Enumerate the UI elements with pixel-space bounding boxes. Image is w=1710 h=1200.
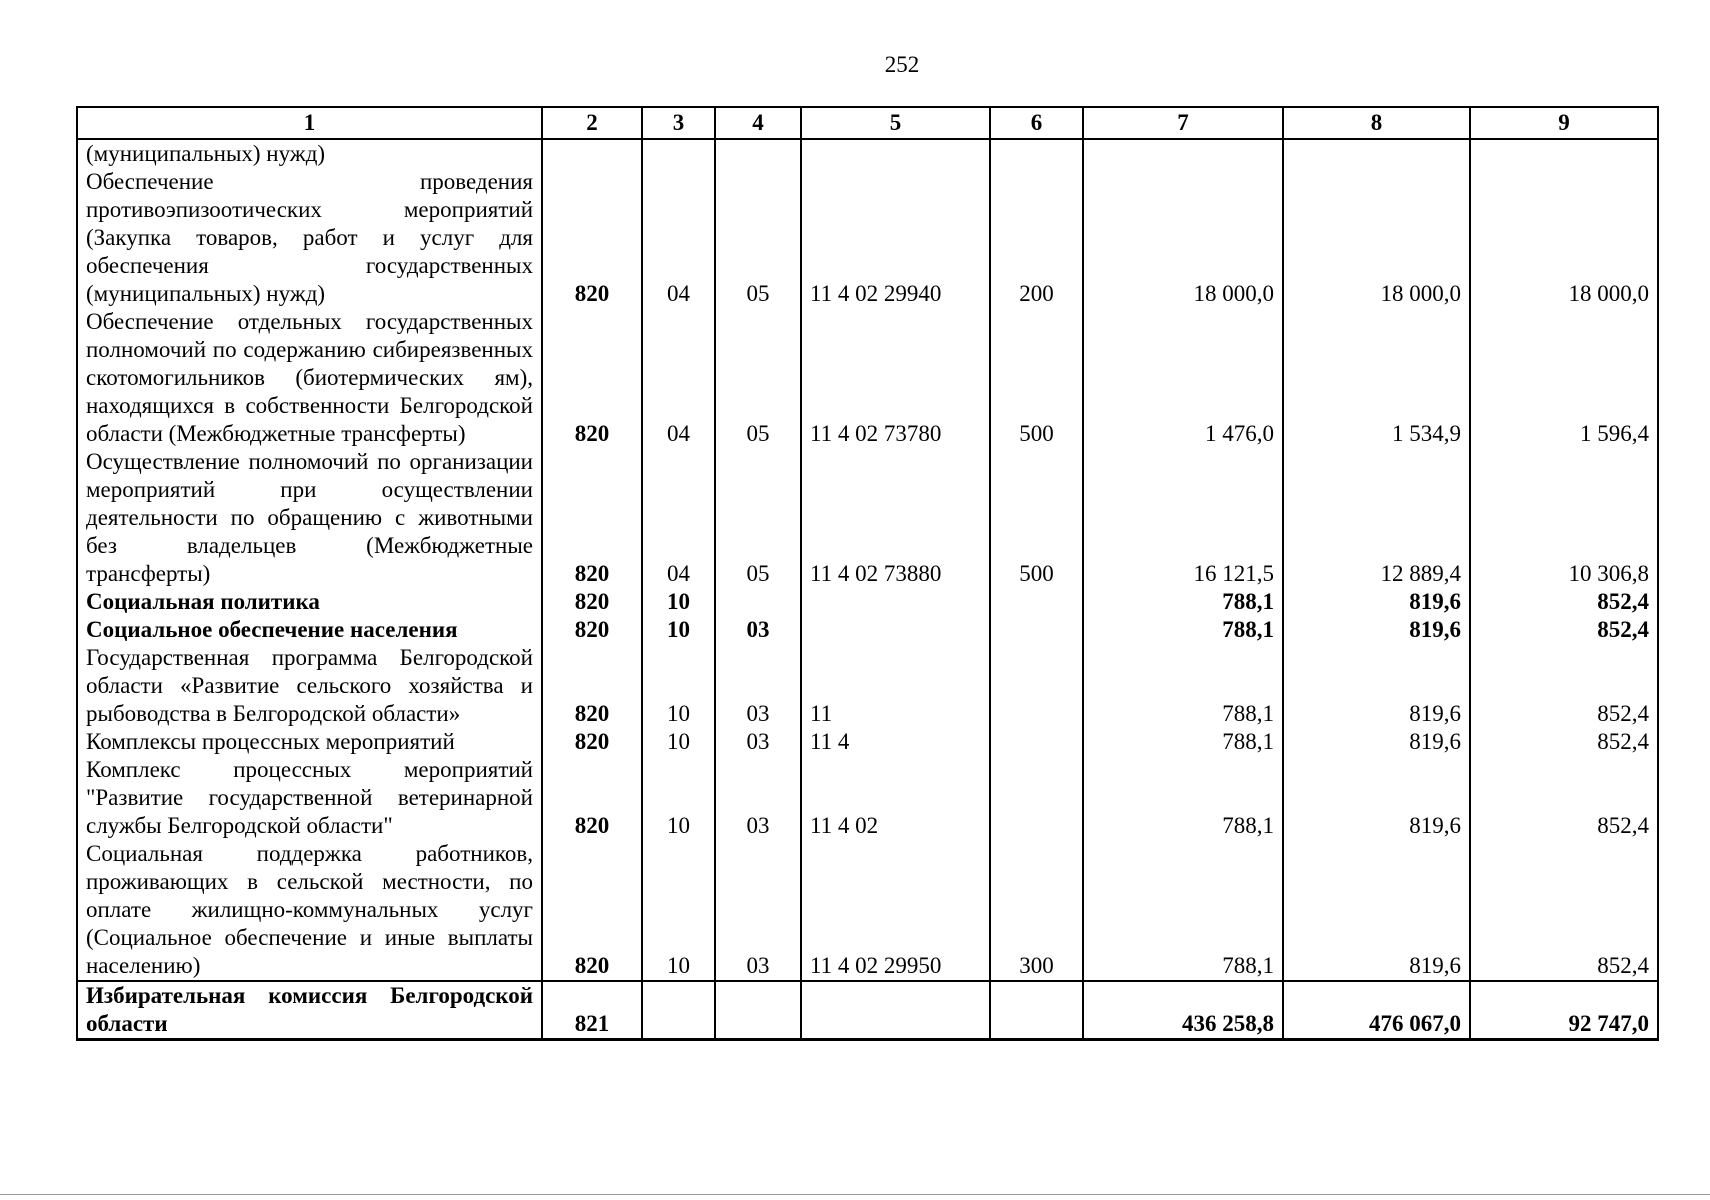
- row-subsection-cell: 05: [715, 168, 801, 308]
- row-amount-year2-cell: 819,6: [1283, 756, 1470, 840]
- column-header-6: 6: [990, 107, 1083, 139]
- row-admin-code-cell: 820: [542, 308, 642, 448]
- column-header-5: 5: [801, 107, 990, 139]
- row-subsection-cell: 05: [715, 308, 801, 448]
- table-row: [77, 981, 1658, 1040]
- row-section-cell: 10: [642, 728, 715, 756]
- row-admin-code-cell: 820: [542, 448, 642, 588]
- row-target-article-cell: 11 4 02 29940: [801, 168, 990, 308]
- row-target-article-cell: [801, 588, 990, 616]
- table-row: [77, 840, 1658, 981]
- page-number: 252: [884, 52, 920, 77]
- row-expense-type-cell: [990, 756, 1083, 840]
- column-header-3: 3: [642, 107, 715, 139]
- row-section-cell: [642, 981, 715, 1040]
- row-amount-year2-cell: 1 534,9: [1283, 308, 1470, 448]
- row-target-article-cell: 11 4 02: [801, 756, 990, 840]
- row-expense-type-cell: 200: [990, 168, 1083, 308]
- table-row: [77, 616, 1658, 644]
- row-name-cell: Осуществление полномочий по организации мероприятий при осуществлении деятельности по обращению с животными без владельцев (Межбюджетные трансферты): [77, 448, 542, 588]
- row-name-cell: Социальное обеспечение населения: [77, 616, 542, 644]
- table-row: [77, 756, 1658, 840]
- row-section-cell: 10: [642, 644, 715, 728]
- row-subsection-cell: 03: [715, 644, 801, 728]
- budget-table: [76, 106, 1659, 1041]
- row-section-cell: 10: [642, 840, 715, 981]
- row-expense-type-cell: [990, 616, 1083, 644]
- row-amount-year1-cell: 1 476,0: [1083, 308, 1283, 448]
- table-row: [77, 448, 1658, 588]
- row-amount-year3-cell: 18 000,0: [1470, 168, 1658, 308]
- row-subsection-cell: [715, 139, 801, 168]
- row-amount-year3-cell: 852,4: [1470, 756, 1658, 840]
- row-admin-code-cell: 820: [542, 588, 642, 616]
- row-expense-type-cell: 500: [990, 308, 1083, 448]
- table-row: [77, 728, 1658, 756]
- row-amount-year1-cell: [1083, 139, 1283, 168]
- row-amount-year1-cell: 788,1: [1083, 840, 1283, 981]
- row-amount-year3-cell: 10 306,8: [1470, 448, 1658, 588]
- row-target-article-cell: 11 4 02 29950: [801, 840, 990, 981]
- row-amount-year1-cell: 788,1: [1083, 728, 1283, 756]
- row-subsection-cell: 03: [715, 840, 801, 981]
- row-target-article-cell: 11 4: [801, 728, 990, 756]
- row-admin-code-cell: 820: [542, 644, 642, 728]
- row-target-article-cell: [801, 139, 990, 168]
- row-name-cell: Государственная программа Белгородской области «Развитие сельского хозяйства и рыбоводства в Белгородской области»: [77, 644, 542, 728]
- table-row: [77, 139, 1658, 168]
- table-row: [77, 588, 1658, 616]
- row-section-cell: 04: [642, 448, 715, 588]
- column-header-9: 9: [1470, 107, 1658, 139]
- row-target-article-cell: [801, 616, 990, 644]
- row-amount-year2-cell: [1283, 139, 1470, 168]
- row-section-cell: 10: [642, 588, 715, 616]
- row-amount-year2-cell: 18 000,0: [1283, 168, 1470, 308]
- row-target-article-cell: [801, 981, 990, 1040]
- row-amount-year1-cell: 788,1: [1083, 588, 1283, 616]
- row-amount-year3-cell: 852,4: [1470, 616, 1658, 644]
- row-admin-code-cell: 820: [542, 756, 642, 840]
- row-name-cell: Комплекс процессных мероприятий "Развитие государственной ветеринарной службы Белгородской области": [77, 756, 542, 840]
- row-name-cell: Обеспечение проведения противоэпизоотических мероприятий (Закупка товаров, работ и услуг для обеспечения государственных (муниципальных) нужд): [77, 168, 542, 308]
- row-name-cell: (муниципальных) нужд): [77, 139, 542, 168]
- row-name-cell: Комплексы процессных мероприятий: [77, 728, 542, 756]
- row-expense-type-cell: [990, 644, 1083, 728]
- row-amount-year1-cell: 788,1: [1083, 644, 1283, 728]
- row-name-cell: Обеспечение отдельных государственных полномочий по содержанию сибиреязвенных скотомогильников (биотермических ям), находящихся в собственности Белгородской области (Межбюджетные трансферты): [77, 308, 542, 448]
- row-expense-type-cell: 300: [990, 840, 1083, 981]
- row-expense-type-cell: 500: [990, 448, 1083, 588]
- row-amount-year3-cell: 1 596,4: [1470, 308, 1658, 448]
- row-amount-year2-cell: 819,6: [1283, 840, 1470, 981]
- scan-artifact-line: [0, 1194, 1710, 1195]
- column-header-4: 4: [715, 107, 801, 139]
- row-amount-year1-cell: 436 258,8: [1083, 981, 1283, 1040]
- row-admin-code-cell: 820: [542, 616, 642, 644]
- row-admin-code-cell: 820: [542, 728, 642, 756]
- row-amount-year2-cell: 819,6: [1283, 728, 1470, 756]
- row-admin-code-cell: 820: [542, 840, 642, 981]
- row-section-cell: 04: [642, 168, 715, 308]
- row-amount-year3-cell: 852,4: [1470, 840, 1658, 981]
- row-name-cell: Социальная политика: [77, 588, 542, 616]
- row-expense-type-cell: [990, 981, 1083, 1040]
- row-name-cell: Избирательная комиссия Белгородской области: [77, 981, 542, 1040]
- table-row: [77, 644, 1658, 728]
- column-header-1: 1: [77, 107, 542, 139]
- column-header-7: 7: [1083, 107, 1283, 139]
- table-row: [77, 168, 1658, 308]
- row-subsection-cell: 05: [715, 448, 801, 588]
- row-section-cell: [642, 139, 715, 168]
- row-amount-year2-cell: 476 067,0: [1283, 981, 1470, 1040]
- row-amount-year2-cell: 12 889,4: [1283, 448, 1470, 588]
- row-amount-year1-cell: 788,1: [1083, 756, 1283, 840]
- column-header-8: 8: [1283, 107, 1470, 139]
- row-admin-code-cell: [542, 139, 642, 168]
- row-amount-year3-cell: 852,4: [1470, 644, 1658, 728]
- row-admin-code-cell: 820: [542, 168, 642, 308]
- row-subsection-cell: 03: [715, 756, 801, 840]
- row-name-cell: Социальная поддержка работников, проживающих в сельской местности, по оплате жилищно-коммунальных услуг (Социальное обеспечение и иные выплаты населению): [77, 840, 542, 981]
- row-amount-year3-cell: [1470, 139, 1658, 168]
- row-amount-year3-cell: 852,4: [1470, 728, 1658, 756]
- row-amount-year2-cell: 819,6: [1283, 616, 1470, 644]
- row-amount-year1-cell: 788,1: [1083, 616, 1283, 644]
- row-target-article-cell: 11 4 02 73880: [801, 448, 990, 588]
- row-amount-year2-cell: 819,6: [1283, 644, 1470, 728]
- table-row: [77, 308, 1658, 448]
- row-amount-year1-cell: 16 121,5: [1083, 448, 1283, 588]
- row-subsection-cell: [715, 588, 801, 616]
- row-target-article-cell: 11: [801, 644, 990, 728]
- row-amount-year3-cell: 852,4: [1470, 588, 1658, 616]
- row-target-article-cell: 11 4 02 73780: [801, 308, 990, 448]
- row-section-cell: 04: [642, 308, 715, 448]
- row-subsection-cell: 03: [715, 728, 801, 756]
- header-row: [77, 107, 1658, 139]
- row-section-cell: 10: [642, 756, 715, 840]
- row-expense-type-cell: [990, 139, 1083, 168]
- row-subsection-cell: 03: [715, 616, 801, 644]
- row-expense-type-cell: [990, 588, 1083, 616]
- table-body: [77, 139, 1658, 1040]
- row-expense-type-cell: [990, 728, 1083, 756]
- row-amount-year1-cell: 18 000,0: [1083, 168, 1283, 308]
- row-admin-code-cell: 821: [542, 981, 642, 1040]
- row-section-cell: 10: [642, 616, 715, 644]
- row-subsection-cell: [715, 981, 801, 1040]
- column-header-2: 2: [542, 107, 642, 139]
- row-amount-year2-cell: 819,6: [1283, 588, 1470, 616]
- row-amount-year3-cell: 92 747,0: [1470, 981, 1658, 1040]
